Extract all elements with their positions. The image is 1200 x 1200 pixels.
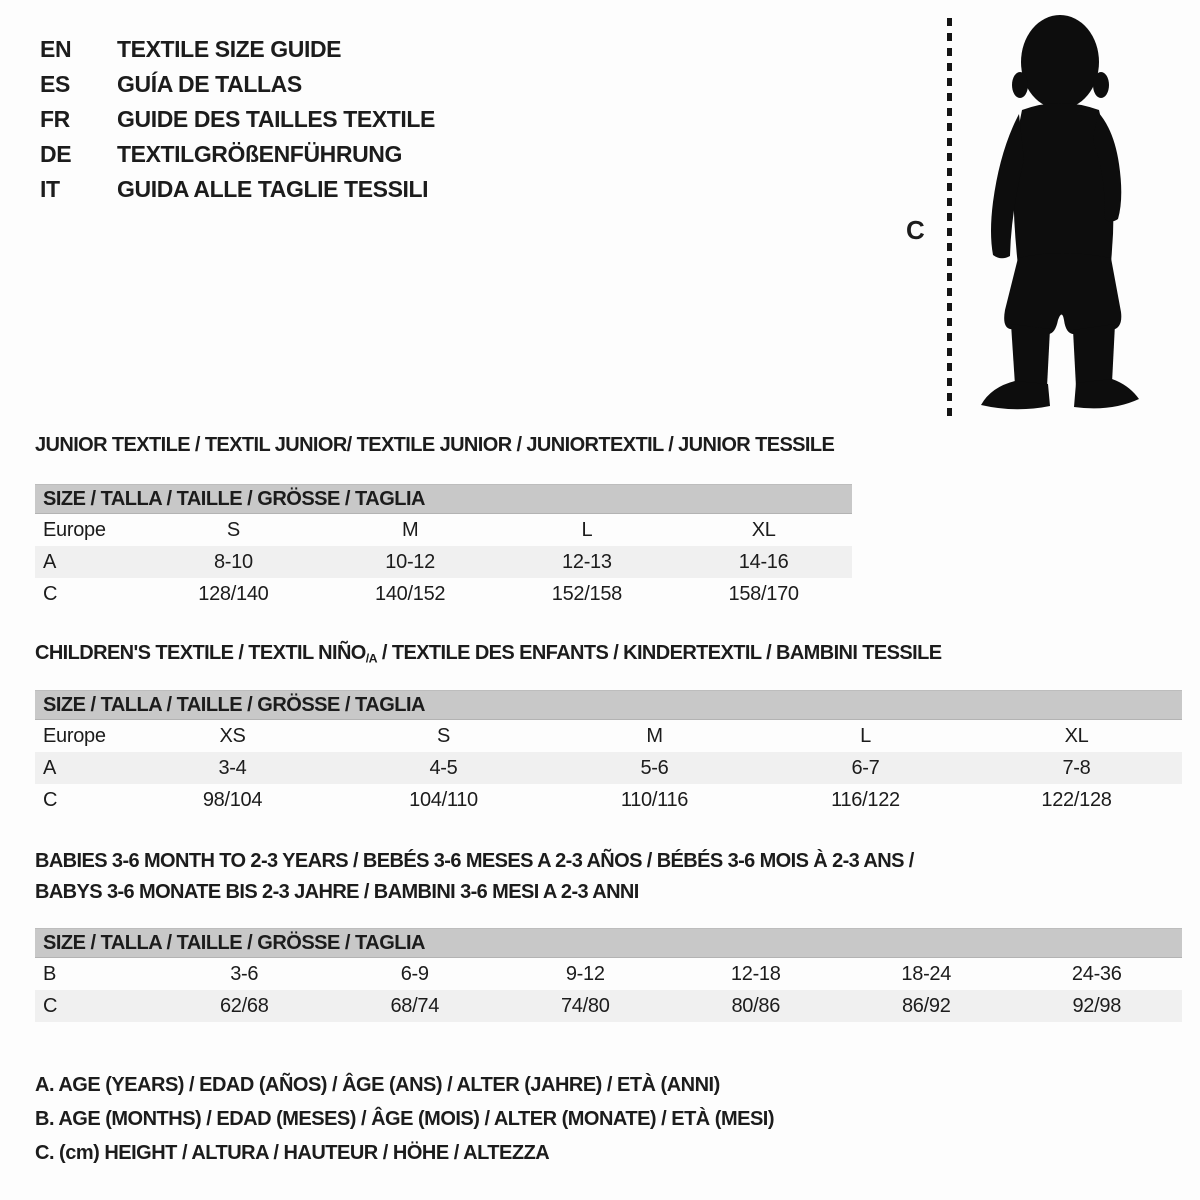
- size-cell: L: [860, 724, 871, 747]
- size-cell: S: [436, 724, 451, 747]
- age-cell: 12-18: [730, 962, 781, 985]
- lang-row-de: [40, 137, 435, 172]
- height-cell: 110/116: [620, 788, 689, 811]
- babies-size-table: [35, 928, 1182, 1022]
- junior-size-table: [35, 484, 852, 610]
- children-title-rest: / TEXTILE DES ENFANTS / KINDERTEXTIL / BAMBINI TESSILE: [376, 642, 942, 664]
- size-cell: XL: [1064, 724, 1089, 747]
- height-measure-label: C: [906, 215, 925, 245]
- size-cell: XS: [219, 724, 246, 747]
- lang-row-fr: [40, 102, 435, 137]
- height-cell: 68/74: [390, 994, 440, 1017]
- legend-age-months: B. AGE (MONTHS) / EDAD (MESES) / ÂGE (MOIS) / ALTER (MONATE) / ETÀ (MESI): [35, 1107, 775, 1130]
- legend-height-cm: C. (cm) HEIGHT / ALTURA / HAUTEUR / HÖHE / ALTEZZA: [35, 1141, 550, 1164]
- age-cell: 9-12: [565, 962, 605, 985]
- age-cell: 24-36: [1071, 962, 1122, 985]
- height-cell: 122/128: [1041, 788, 1112, 811]
- row-label: A: [43, 756, 57, 779]
- row-label: C: [43, 788, 58, 811]
- size-header-bar: SIZE / TALLA / TAILLE / GRÖSSE / TAGLIA: [35, 484, 852, 514]
- guide-title-en: TEXTILE SIZE GUIDE: [117, 36, 342, 62]
- lang-code: FR: [40, 106, 70, 132]
- height-cell: 128/140: [198, 582, 269, 605]
- lang-code: EN: [40, 36, 72, 62]
- height-cell: 152/158: [551, 582, 622, 605]
- height-cell: 74/80: [560, 994, 610, 1017]
- table-row-height-cm: [35, 784, 1182, 816]
- size-cell: S: [226, 518, 240, 541]
- lang-row-en: [40, 32, 435, 67]
- row-label: C: [43, 994, 58, 1017]
- age-cell: 6-7: [851, 756, 880, 779]
- lang-row-es: [40, 67, 435, 102]
- size-header-bar: SIZE / TALLA / TAILLE / GRÖSSE / TAGLIA: [35, 690, 1182, 720]
- children-title-main: CHILDREN'S TEXTILE / TEXTIL NIÑO: [35, 642, 366, 664]
- height-cell: 158/170: [728, 582, 799, 605]
- age-cell: 18-24: [901, 962, 952, 985]
- age-cell: 12-13: [562, 550, 612, 573]
- height-cell: 92/98: [1072, 994, 1122, 1017]
- height-cell: 86/92: [901, 994, 951, 1017]
- size-header-bar: SIZE / TALLA / TAILLE / GRÖSSE / TAGLIA: [35, 928, 1182, 958]
- babies-section-title-line1: BABIES 3-6 MONTH TO 2-3 YEARS / BEBÉS 3-6 MESES A 2-3 AÑOS / BÉBÉS 3-6 MOIS À 2-3 ANS /: [35, 850, 914, 872]
- guide-title-de: TEXTILGRÖßENFÜHRUNG: [117, 141, 402, 167]
- row-label: Europe: [43, 724, 106, 747]
- table-row-age-years: [35, 752, 1182, 784]
- age-cell: 6-9: [400, 962, 429, 985]
- lang-code: DE: [40, 141, 72, 167]
- age-cell: 3-4: [218, 756, 247, 779]
- guide-title-it: GUIDA ALLE TAGLIE TESSILI: [117, 176, 429, 202]
- legend-age-years: A. AGE (YEARS) / EDAD (AÑOS) / ÂGE (ANS) / ALTER (JAHRE) / ETÀ (ANNI): [35, 1073, 720, 1096]
- row-label: A: [43, 550, 57, 573]
- lang-row-it: [40, 172, 435, 207]
- children-title-subscript: /A: [365, 651, 377, 666]
- children-size-table: [35, 690, 1182, 816]
- table-row-age-months: [35, 958, 1182, 990]
- babies-section-title-line2: BABYS 3-6 MONATE BIS 2-3 JAHRE / BAMBINI 3-6 MESI A 2-3 ANNI: [35, 881, 639, 903]
- row-label: C: [43, 582, 58, 605]
- size-cell: XL: [751, 518, 776, 541]
- table-row-europe: [35, 720, 1182, 752]
- age-cell: 10-12: [385, 550, 435, 573]
- height-cell: 140/152: [375, 582, 446, 605]
- table-row-age-years: [35, 546, 852, 578]
- lang-code: ES: [40, 71, 70, 97]
- guide-title-es: GUÍA DE TALLAS: [117, 71, 302, 97]
- age-cell: 3-6: [230, 962, 259, 985]
- lang-code: IT: [40, 176, 60, 202]
- children-section-title: [35, 642, 941, 665]
- age-cell: 14-16: [738, 550, 789, 573]
- row-label: B: [43, 962, 57, 985]
- row-label: Europe: [43, 518, 106, 541]
- size-cell: L: [581, 518, 593, 541]
- table-row-europe: [35, 514, 852, 546]
- height-cell: 116/122: [831, 788, 900, 811]
- table-row-height-cm: [35, 578, 852, 610]
- junior-section-title: JUNIOR TEXTILE / TEXTIL JUNIOR/ TEXTILE JUNIOR / JUNIORTEXTIL / JUNIOR TESSILE: [35, 434, 835, 456]
- baby-silhouette-icon: [962, 12, 1148, 418]
- height-dashed-line: [947, 18, 952, 416]
- language-title-block: [40, 32, 435, 207]
- age-cell: 8-10: [213, 550, 253, 573]
- table-row-height-cm: [35, 990, 1182, 1022]
- height-cell: 62/68: [219, 994, 269, 1017]
- age-cell: 4-5: [429, 756, 458, 779]
- height-cell: 80/86: [731, 994, 781, 1017]
- height-cell: 98/104: [202, 788, 263, 811]
- size-cell: M: [401, 518, 419, 541]
- height-cell: 104/110: [409, 788, 478, 811]
- size-cell: M: [646, 724, 663, 747]
- guide-title-fr: GUIDE DES TAILLES TEXTILE: [117, 106, 435, 132]
- measure-legend: [35, 1068, 774, 1170]
- age-cell: 5-6: [640, 756, 669, 779]
- age-cell: 7-8: [1062, 756, 1091, 779]
